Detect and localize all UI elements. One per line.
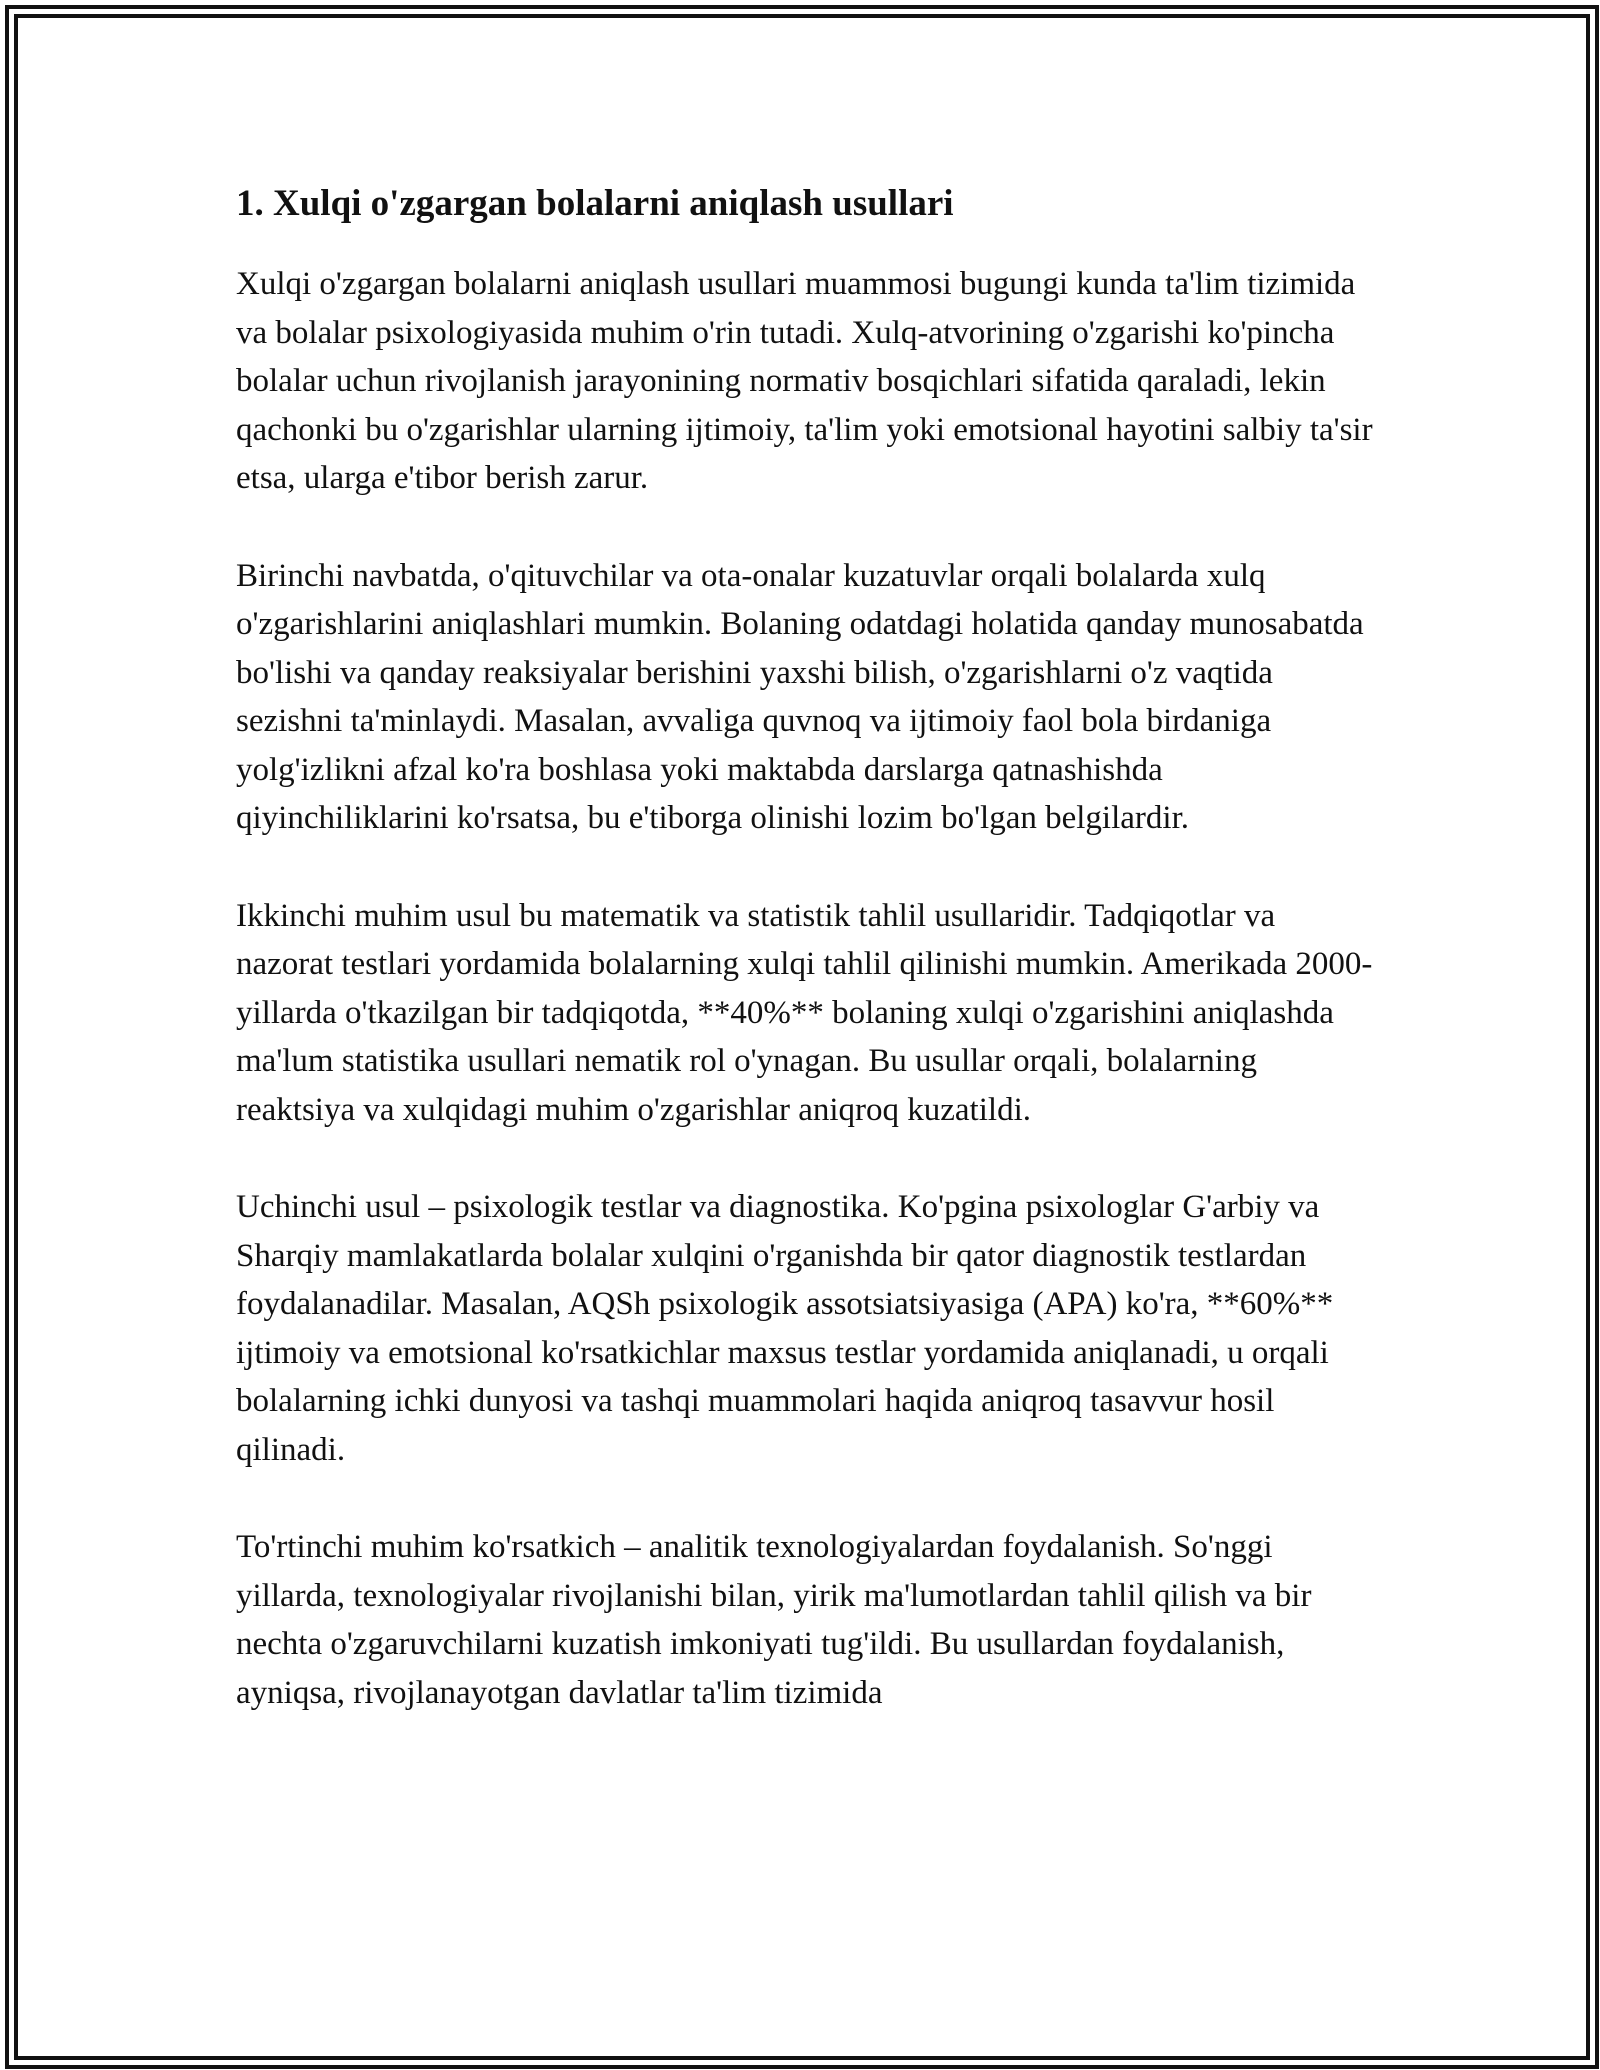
paragraph-psychological-tests: Uchinchi usul – psixologik testlar va diagnostika. Ko'pgina psixologlar G'arbiy va Sharqiy mamlakatlarda bolalar xulqini o'rganishda bir qator diagnostik testlardan foydalanadilar. Masalan, AQSh psixologik assotsiatsiyasiga (APA) ko'ra, **60%** ijtimoiy va emotsional ko'rsatkichlar maxsus testlar yordamida aniqlanadi, u orqali bolalarning ichki dunyosi va tashqi muammolari haqida aniqroq tasavvur hosil qilinadi.: [236, 1189, 1334, 1468]
document-body: [236, 180, 1376, 1766]
paragraph-observation: Birinchi navbatda, o'qituvchilar va ota-onalar kuzatuvlar orqali bolalarda xulq o'zgarishlarini aniqlashlari mumkin. Bolaning odatdagi holatida qanday munosabatda bo'lishi va qanday reaksiyalar berishini yaxshi bilish, o'zgarishlarni o'z vaqtida sezishni ta'minlaydi. Masalan, avvaliga quvnoq va ijtimoiy faol bola birdaniga yolg'izlikni afzal ko'ra boshlasa yoki maktabda darslarga qatnashishda qiyinchiliklarini ko'rsatsa, bu e'tiborga olinishi lozim bo'lgan belgilardir.: [236, 557, 1364, 837]
section-heading: 1. Xulqi o'zgargan bolalarni aniqlash usullari: [236, 183, 954, 224]
paragraph-intro: Xulqi o'zgargan bolalarni aniqlash usullari muammosi bugungi kunda ta'lim tizimida va bolalar psixologiyasida muhim o'rin tutadi. Xulq-atvorining o'zgarishi ko'pincha bolalar uchun rivojlanish jarayonining normativ bosqichlari sifatida qaraladi, lekin qachonki bu o'zgarishlar ularning ijtimoiy, ta'lim yoki emotsional hayotini salbiy ta'sir etsa, ularga e'tibor berish zarur.: [236, 266, 1373, 497]
paragraph-statistical: Ikkinchi muhim usul bu matematik va statistik tahlil usullaridir. Tadqiqotlar va nazorat testlari yordamida bolalarning xulqi tahlil qilinishi mumkin. Amerikada 2000-yillarda o'tkazilgan bir tadqiqotda, **40%** bolaning xulqi o'zgarishini aniqlashda ma'lum statistika usullari nematik rol o'ynagan. Bu usullar orqali, bolalarning reaktsiya va xulqidagi muhim o'zgarishlar aniqroq kuzatildi.: [236, 897, 1373, 1128]
paragraph-analytics: To'rtinchi muhim ko'rsatkich – analitik texnologiyalardan foydalanish. So'nggi yillarda, texnologiyalar rivojlanishi bilan, yirik ma'lumotlardan tahlil qilish va bir nechta o'zgaruvchilarni kuzatish imkoniyati tug'ildi. Bu usullardan foydalanish, ayniqsa, rivojlanayotgan davlatlar ta'lim tizimida: [236, 1529, 1312, 1711]
